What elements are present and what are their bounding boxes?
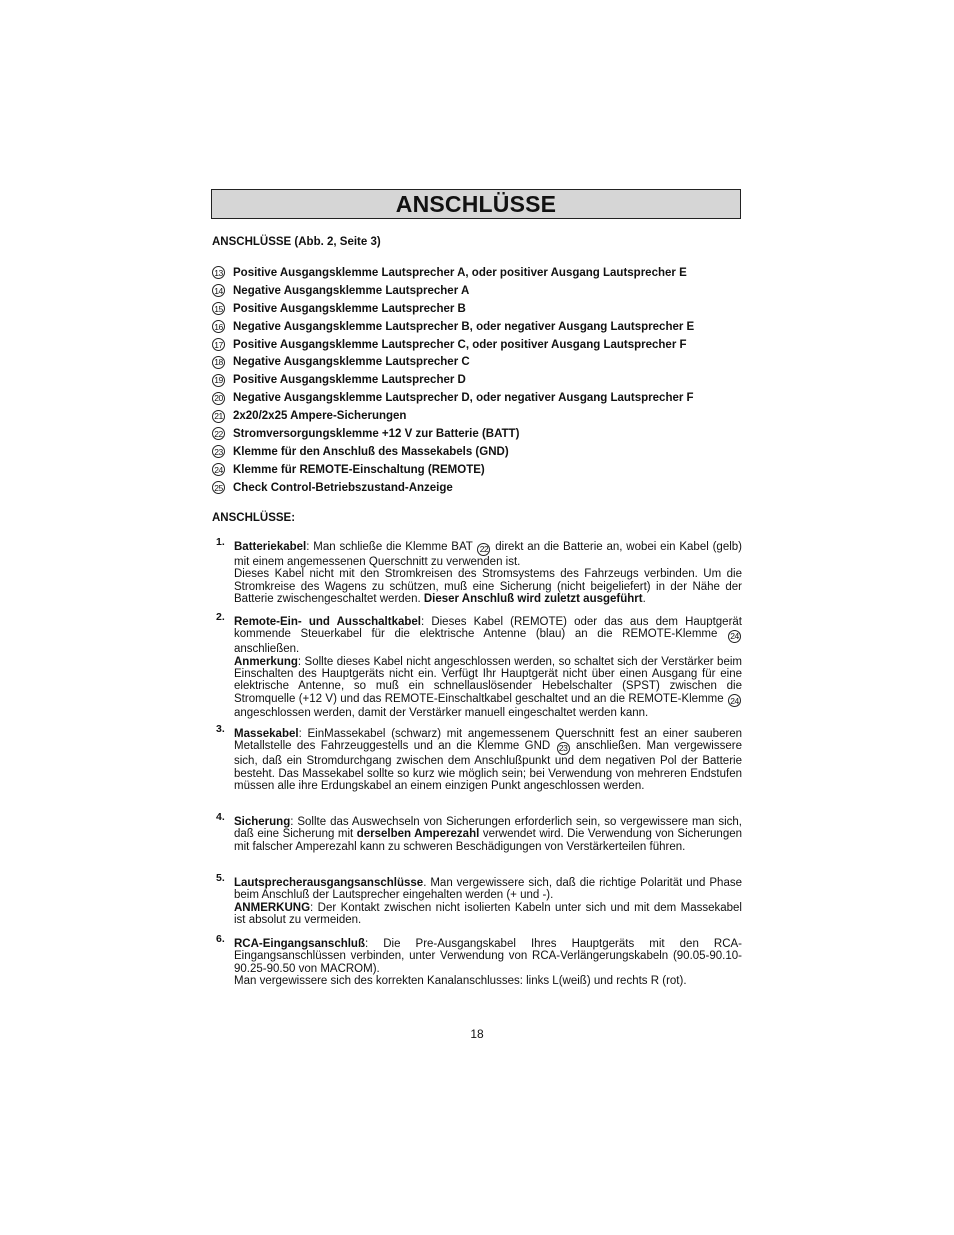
legend-text: Stromversorgungsklemme +12 V zur Batterie (BATT) xyxy=(233,427,520,440)
item-text: : Man schließe die Klemme BAT xyxy=(306,541,477,553)
circled-number: 24 xyxy=(728,630,741,643)
circled-number: 24 xyxy=(212,463,225,476)
item-term: Massekabel xyxy=(234,728,299,740)
item-term: ANMERKUNG xyxy=(234,901,311,914)
item-emphasis: Dieser Anschluß wird zuletzt ausgeführt xyxy=(423,592,643,605)
circled-number: 15 xyxy=(212,302,225,315)
item-text: : Sollte das Auswechseln von Sicherungen erforderlich sein, so vergewissere man sich, daß eine Sicherung mit xyxy=(234,816,742,841)
legend-item xyxy=(212,318,694,336)
circled-number: 21 xyxy=(212,410,225,423)
legend-item xyxy=(212,264,694,282)
item-text: : Der Kontakt zwischen nicht isolierten Kabeln unter sich und mit dem Massekabel ist absolut zu vermeiden. xyxy=(234,901,742,927)
legend-text: Negative Ausgangsklemme Lautsprecher D, oder negativer Ausgang Lautsprecher F xyxy=(233,392,694,405)
instruction-item-1 xyxy=(212,536,742,605)
circled-number: 22 xyxy=(212,427,225,440)
page-title: ANSCHLÜSSE xyxy=(395,190,557,217)
circled-number: 16 xyxy=(212,320,225,333)
instruction-item-2 xyxy=(212,611,742,720)
legend-text: 2x20/2x25 Ampere-Sicherungen xyxy=(233,410,407,423)
instruction-item-3 xyxy=(212,723,742,792)
legend-text: Check Control-Betriebszustand-Anzeige xyxy=(233,481,453,494)
item-text: . Man vergewissere sich, daß die richtige Polarität und Phase beim Anschluß der Lautsprecher eingehalten werden (+ und -). xyxy=(234,877,742,902)
legend-item xyxy=(212,443,694,461)
item-text: : Die Pre-Ausgangskabel Ihres Hauptgeräts mit den RCA-Eingangsanschlüssen verbinden, unter Verwendung von RCA-Verlängerungskabeln (90.05-90.10-90.25-90.50 von MACROM). xyxy=(234,938,742,975)
item-term: Remote-Ein- und Ausschaltkabel xyxy=(234,616,421,628)
item-number: 1. xyxy=(216,536,225,548)
instruction-item-6 xyxy=(212,933,742,988)
circled-number: 20 xyxy=(212,392,225,405)
circled-number: 22 xyxy=(477,543,490,556)
legend-text: Positive Ausgangsklemme Lautsprecher B xyxy=(233,302,466,315)
item-number: 6. xyxy=(216,933,225,945)
legend-item xyxy=(212,461,694,479)
legend-item xyxy=(212,300,694,318)
legend-item xyxy=(212,371,694,389)
item-number: 5. xyxy=(216,872,225,884)
item-number: 4. xyxy=(216,811,225,823)
circled-number: 24 xyxy=(728,694,741,707)
legend-text: Positive Ausgangsklemme Lautsprecher A, oder positiver Ausgang Lautsprecher E xyxy=(233,266,687,279)
item-term: RCA-Eingangsanschluß xyxy=(234,938,365,950)
title-box xyxy=(211,189,741,219)
legend-text: Negative Ausgangsklemme Lautsprecher B, oder negativer Ausgang Lautsprecher E xyxy=(233,320,695,333)
legend-text: Negative Ausgangsklemme Lautsprecher A xyxy=(233,284,470,297)
item-text: : Dieses Kabel (REMOTE) oder das aus dem Hauptgerät kommende Steuerkabel für die elektrische Antenne (blau) an die REMOTE-Klemme xyxy=(234,616,742,641)
legend-item xyxy=(212,282,694,300)
item-term: Lautsprecherausgangsanschlüsse xyxy=(234,877,424,889)
item-text: direkt an die Batterie an, wobei ein Kabel (gelb) mit einem angemessenen Querschnitt zu verwenden ist. xyxy=(234,541,742,568)
item-text: verwendet wird. Die Verwendung von Sicherungen mit falscher Amperezahl kann zu schweren Beschädigungen von Verstärkerteilen führen. xyxy=(234,828,743,853)
legend-item xyxy=(212,353,694,371)
circled-number: 23 xyxy=(557,742,570,755)
instruction-item-4 xyxy=(212,811,743,853)
item-number: 3. xyxy=(216,723,225,735)
item-text: angeschlossen werden, damit der Verstärker manuell eingeschaltet werden kann. xyxy=(234,707,649,720)
item-text: Dieses Kabel nicht mit den Stromkreisen des Stromsystems des Fahrzeugs verbinden. Um die Stromkreise des Wagens zu schützen, muß eine Sicherung (nicht beigeliefert) in der Nähe der Batterie zwischengeschaltet werden. xyxy=(234,568,742,605)
item-text: : Sollte dieses Kabel nicht angeschlossen werden, so schaltet sich der Verstärker beim Einschalten des Hauptgeräts nicht ein. Verfügt Ihr Hauptgerät nicht über einen Ausgang für eine elektrische Antenne, so muß ein schnellauslösender Hebelschalter (SPST) zwischen die Stromquelle (+12 V) und das REMOTE-Einschaltkabel geschaltet und an die REMOTE-Klemme xyxy=(234,655,742,705)
item-text: . xyxy=(642,592,646,605)
legend-item xyxy=(212,425,694,443)
section-heading-legend: ANSCHLÜSSE (Abb. 2, Seite 3) xyxy=(212,236,381,248)
item-term: Sicherung xyxy=(234,816,291,828)
legend-text: Klemme für REMOTE-Einschaltung (REMOTE) xyxy=(233,463,485,476)
legend-item xyxy=(212,407,694,425)
legend-item xyxy=(212,479,694,497)
circled-number: 13 xyxy=(212,266,225,279)
item-emphasis: derselben Amperezahl xyxy=(356,828,480,841)
page-number: 18 xyxy=(470,1027,484,1041)
section-heading-connections: ANSCHLÜSSE: xyxy=(212,512,296,524)
item-text: Man vergewissere sich des korrekten Kanalanschlusses: links L(weiß) und rechts R (rot). xyxy=(234,975,687,988)
legend-text: Positive Ausgangsklemme Lautsprecher D xyxy=(233,374,466,387)
item-term: Batteriekabel xyxy=(234,541,307,553)
legend-text: Positive Ausgangsklemme Lautsprecher C, oder positiver Ausgang Lautsprecher F xyxy=(233,338,687,351)
item-number: 2. xyxy=(216,611,225,623)
circled-number: 23 xyxy=(212,445,225,458)
item-text: anschließen. xyxy=(234,643,300,656)
circled-number: 14 xyxy=(212,284,225,297)
item-term: Anmerkung xyxy=(234,655,298,668)
legend-item xyxy=(212,389,694,407)
legend-text: Negative Ausgangsklemme Lautsprecher C xyxy=(233,356,470,369)
item-text: anschließen. Man vergewissere sich, daß ein Stromdurchgang zwischen dem Anschlußpunkt und dem negativen Pol der Batterie besteht. Das Massekabel sollte so kurz wie möglich sein; bei Verwendung von mehreren Endstufen müssen alle ihre Erdungskabel an einem einzigen Punkt angeschlossen werden. xyxy=(234,740,742,792)
terminal-legend xyxy=(212,264,694,497)
circled-number: 19 xyxy=(212,374,225,387)
item-text: : EinMassekabel (schwarz) mit angemessenem Querschnitt fest an einer sauberen Metallstelle des Fahrzeuggestells und an die Klemme GND xyxy=(234,728,742,753)
circled-number: 18 xyxy=(212,356,225,369)
circled-number: 25 xyxy=(212,481,225,494)
circled-number: 17 xyxy=(212,338,225,351)
legend-text: Klemme für den Anschluß des Massekabels (GND) xyxy=(233,445,509,458)
legend-item xyxy=(212,336,694,354)
instruction-item-5 xyxy=(212,872,742,927)
